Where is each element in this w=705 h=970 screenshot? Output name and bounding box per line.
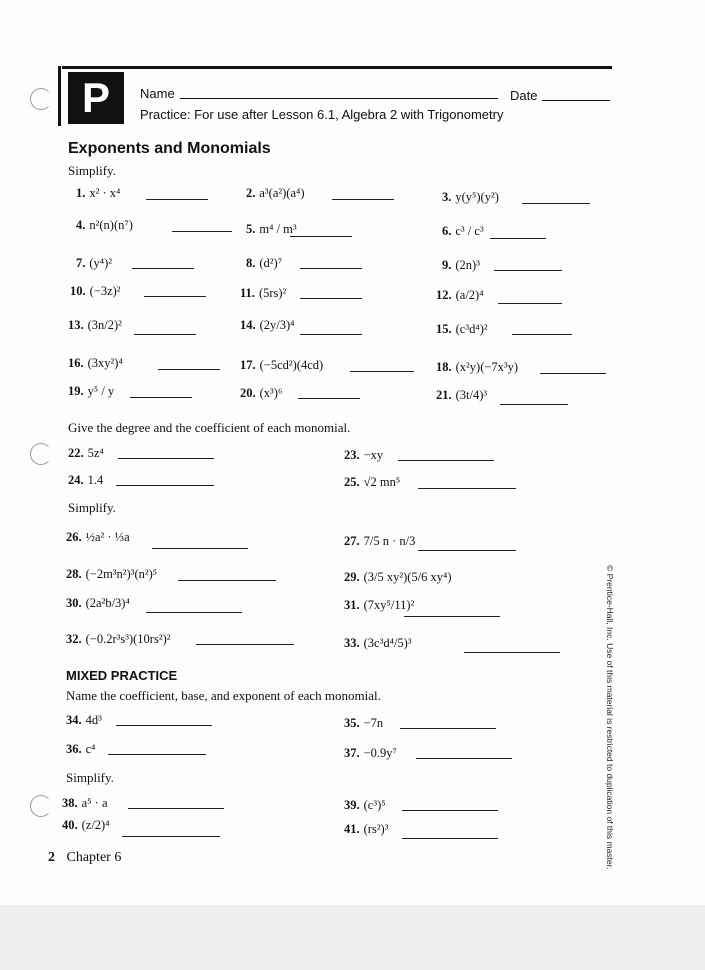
answer-blank[interactable]: [158, 369, 220, 370]
answer-blank[interactable]: [400, 728, 496, 729]
problem-number: 34.: [66, 713, 82, 727]
problem-item: [344, 475, 400, 490]
problem-number: 12.: [436, 288, 452, 302]
problem-expression: (2a²b/3)⁴: [85, 596, 130, 610]
problem-expression: (2y/3)⁴: [259, 318, 295, 332]
answer-blank[interactable]: [128, 808, 224, 809]
answer-blank[interactable]: [418, 488, 516, 489]
section-instructions: Simplify.: [66, 770, 114, 785]
answer-blank[interactable]: [402, 838, 498, 839]
problem-item: [240, 358, 323, 373]
problem-number: 6.: [442, 224, 452, 238]
problem-number: 18.: [436, 360, 452, 374]
problem-item: [344, 716, 383, 731]
answer-blank[interactable]: [494, 270, 562, 271]
practice-logo: P: [68, 72, 124, 124]
answer-blank[interactable]: [134, 334, 196, 335]
problem-number: 14.: [240, 318, 256, 332]
problem-item: [68, 384, 114, 399]
answer-blank[interactable]: [398, 460, 494, 461]
problem-expression: c³ / c³: [455, 224, 484, 238]
scanner-edge: [0, 905, 705, 970]
problem-item: [66, 530, 130, 545]
problem-item: [240, 318, 295, 333]
problem-expression: x² · x⁴: [89, 186, 121, 200]
answer-blank[interactable]: [130, 397, 192, 398]
problem-item: [344, 746, 397, 761]
problem-item: [76, 186, 120, 201]
answer-blank[interactable]: [418, 550, 516, 551]
answer-blank[interactable]: [290, 236, 352, 237]
problem-item: [66, 596, 130, 611]
problem-expression: 7/5 n · n/3: [363, 534, 416, 548]
problem-item: [70, 284, 121, 299]
problem-number: 41.: [344, 822, 360, 836]
punch-hole: [30, 443, 52, 465]
problem-number: 29.: [344, 570, 360, 584]
problem-number: 22.: [68, 446, 84, 460]
problem-item: [344, 822, 388, 837]
problem-expression: (−2m³n²)³(n²)⁵: [85, 567, 158, 581]
answer-blank[interactable]: [196, 644, 294, 645]
worksheet-title: Exponents and Monomials: [68, 140, 271, 157]
problem-expression: ½a² · ⅓a: [85, 530, 130, 544]
problem-expression: (c³d⁴)²: [455, 322, 488, 336]
problem-item: [66, 567, 157, 582]
answer-blank[interactable]: [172, 231, 232, 232]
answer-blank[interactable]: [498, 303, 562, 304]
problem-expression: (3xy²)⁴: [87, 356, 123, 370]
problem-number: 36.: [66, 742, 82, 756]
answer-blank[interactable]: [178, 580, 276, 581]
problem-number: 13.: [68, 318, 84, 332]
date-label: Date: [510, 88, 538, 103]
problem-number: 35.: [344, 716, 360, 730]
answer-blank[interactable]: [132, 268, 194, 269]
answer-blank[interactable]: [108, 754, 206, 755]
answer-blank[interactable]: [146, 612, 242, 613]
name-label: Name: [140, 86, 175, 101]
problem-expression: (−3z)²: [89, 284, 121, 298]
problem-item: [344, 636, 412, 651]
problem-expression: y⁵ / y: [87, 384, 115, 398]
problem-expression: m⁴ / m³: [259, 222, 297, 236]
problem-item: [344, 570, 452, 585]
chapter-label: Chapter 6: [66, 850, 122, 865]
problem-number: 26.: [66, 530, 82, 544]
answer-blank[interactable]: [404, 616, 500, 617]
problem-item: [246, 222, 297, 237]
answer-blank[interactable]: [522, 203, 590, 204]
problem-expression: −7n: [363, 716, 384, 730]
answer-blank[interactable]: [118, 458, 214, 459]
answer-blank[interactable]: [500, 404, 568, 405]
problem-item: [68, 473, 103, 488]
problem-item: [76, 218, 133, 233]
answer-blank[interactable]: [512, 334, 572, 335]
problem-expression: n²(n)(n⁷): [89, 218, 133, 232]
problem-expression: (x³)⁶: [259, 386, 283, 400]
answer-blank[interactable]: [152, 548, 248, 549]
problem-number: 23.: [344, 448, 360, 462]
problem-expression: (3n/2)²: [87, 318, 122, 332]
problem-expression: (y⁴)²: [89, 256, 113, 270]
header-rule-left: [58, 66, 61, 126]
problem-number: 7.: [76, 256, 86, 270]
punch-hole: [30, 795, 52, 817]
problem-expression: a⁵ · a: [81, 796, 108, 810]
answer-blank[interactable]: [332, 199, 394, 200]
problem-expression: (c³)⁵: [363, 798, 386, 812]
practice-subtitle: Practice: For use after Lesson 6.1, Algebra 2 with Trigonometry: [140, 107, 504, 122]
answer-blank[interactable]: [300, 334, 362, 335]
problem-expression: 4d³: [85, 713, 102, 727]
header-rule: [62, 66, 612, 69]
problem-item: [240, 286, 286, 301]
problem-number: 15.: [436, 322, 452, 336]
problem-item: [436, 322, 488, 337]
problem-expression: (3/5 xy²)(5/6 xy⁴): [363, 570, 452, 584]
problem-number: 4.: [76, 218, 86, 232]
problem-number: 9.: [442, 258, 452, 272]
problem-item: [66, 713, 102, 728]
answer-blank[interactable]: [300, 298, 362, 299]
problem-item: [66, 632, 171, 647]
problem-expression: (x²y)(−7x³y): [455, 360, 519, 374]
problem-number: 24.: [68, 473, 84, 487]
problem-item: [66, 742, 96, 757]
problem-expression: (a/2)⁴: [455, 288, 484, 302]
problem-number: 33.: [344, 636, 360, 650]
problem-expression: (d²)⁷: [259, 256, 283, 270]
problem-number: 38.: [62, 796, 78, 810]
problem-item: [246, 256, 282, 271]
problem-number: 10.: [70, 284, 86, 298]
problem-expression: 1.4: [87, 473, 104, 487]
problem-expression: (rs²)³: [363, 822, 389, 836]
answer-blank[interactable]: [540, 373, 606, 374]
problem-item: [240, 386, 282, 401]
problem-item: [68, 446, 104, 461]
problem-expression: −0.9y⁷: [363, 746, 397, 760]
problem-number: 1.: [76, 186, 86, 200]
problem-item: [442, 258, 480, 273]
mixed-practice-heading: MIXED PRACTICE: [66, 668, 178, 683]
problem-item: [442, 190, 499, 205]
problem-expression: (5rs)²: [258, 286, 287, 300]
problem-number: 30.: [66, 596, 82, 610]
problem-item: [442, 224, 484, 239]
problem-item: [246, 186, 305, 201]
name-blank[interactable]: [180, 98, 498, 99]
problem-number: 5.: [246, 222, 256, 236]
answer-blank[interactable]: [298, 398, 360, 399]
date-blank[interactable]: [542, 100, 610, 101]
problem-expression: √2 mn⁵: [363, 475, 401, 489]
problem-item: [436, 360, 518, 375]
problem-item: [344, 598, 414, 613]
problem-number: 31.: [344, 598, 360, 612]
answer-blank[interactable]: [116, 485, 214, 486]
problem-number: 2.: [246, 186, 256, 200]
problem-item: [68, 318, 122, 333]
problem-item: [344, 798, 386, 813]
answer-blank[interactable]: [144, 296, 206, 297]
page-footer: [48, 850, 121, 866]
problem-number: 27.: [344, 534, 360, 548]
answer-blank[interactable]: [300, 268, 362, 269]
problem-expression: (2n)³: [455, 258, 480, 272]
answer-blank[interactable]: [350, 371, 414, 372]
problem-item: [68, 356, 123, 371]
problem-number: 11.: [240, 286, 255, 300]
problem-expression: a³(a²)(a⁴): [259, 186, 305, 200]
problem-expression: (7xy⁵/11)²: [363, 598, 415, 612]
problem-expression: −xy: [363, 448, 384, 462]
answer-blank[interactable]: [146, 199, 208, 200]
answer-blank[interactable]: [490, 238, 546, 239]
problem-expression: (3t/4)³: [455, 388, 488, 402]
problem-expression: c⁴: [85, 742, 96, 756]
problem-expression: (3c³d⁴/5)³: [363, 636, 412, 650]
problem-expression: (z/2)⁴: [81, 818, 110, 832]
answer-blank[interactable]: [464, 652, 560, 653]
answer-blank[interactable]: [116, 725, 212, 726]
problem-number: 16.: [68, 356, 84, 370]
problem-item: [436, 388, 487, 403]
problem-number: 40.: [62, 818, 78, 832]
problem-expression: 5z⁴: [87, 446, 104, 460]
problem-number: 20.: [240, 386, 256, 400]
problem-number: 39.: [344, 798, 360, 812]
problem-item: [344, 448, 383, 463]
problem-number: 3.: [442, 190, 452, 204]
problem-number: 28.: [66, 567, 82, 581]
problem-expression: (−5cd²)(4cd): [259, 358, 324, 372]
problem-item: [344, 534, 415, 549]
problem-number: 25.: [344, 475, 360, 489]
copyright-notice: © Prentice-Hall, Inc. Use of this material is restricted to duplication of this master.: [605, 565, 615, 870]
problem-item: [436, 288, 484, 303]
answer-blank[interactable]: [122, 836, 220, 837]
problem-number: 32.: [66, 632, 82, 646]
section-instructions: Simplify.: [68, 500, 116, 515]
answer-blank[interactable]: [402, 810, 498, 811]
problem-number: 37.: [344, 746, 360, 760]
section-instructions: Name the coefficient, base, and exponent of each monomial.: [66, 688, 381, 703]
problem-number: 17.: [240, 358, 256, 372]
page-number: 2: [48, 850, 55, 865]
problem-item: [62, 818, 110, 833]
section-instructions: Give the degree and the coefficient of each monomial.: [68, 420, 351, 435]
problem-number: 21.: [436, 388, 452, 402]
problem-item: [76, 256, 112, 271]
punch-hole: [30, 88, 52, 110]
problem-item: [62, 796, 108, 811]
problem-number: 8.: [246, 256, 256, 270]
problem-expression: y(y⁵)(y²): [455, 190, 499, 204]
problem-number: 19.: [68, 384, 84, 398]
answer-blank[interactable]: [416, 758, 512, 759]
section-instructions: Simplify.: [68, 163, 116, 178]
problem-expression: (−0.2r³s³)(10rs²)²: [85, 632, 171, 646]
